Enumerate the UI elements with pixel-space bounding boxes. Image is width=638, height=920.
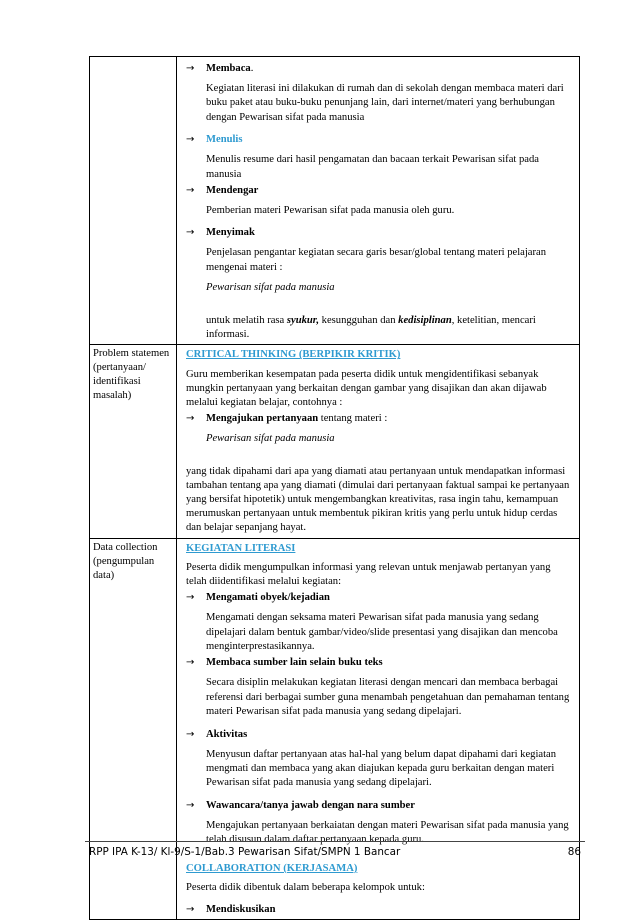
item-text: Penjelasan pengantar kegiatan secara garis besar/global tentang materi pelajaran mengenai materi : xyxy=(206,247,547,273)
list-item: → Membaca. xyxy=(186,63,254,74)
right-arrow-icon: → xyxy=(186,592,195,604)
right-arrow-icon: → xyxy=(186,227,195,239)
list-item xyxy=(186,133,573,147)
table-row xyxy=(90,57,580,345)
item-text: Mengajukan pertanyaan berkaiatan dengan materi Pewarisan sifat pada manusia yang telah disusun dalam daftar pertanyaan kepada guru. xyxy=(206,819,569,846)
item-text: Pemberian materi Pewarisan sifat pada manusia oleh guru. xyxy=(206,205,455,217)
right-arrow-icon: → xyxy=(186,904,195,916)
list-item xyxy=(186,728,573,742)
list-item xyxy=(186,591,573,605)
item-label: Mendengar xyxy=(206,185,259,197)
item-text: Menyusun daftar pertanyaan atas hal-hal yang belum dapat dipahami dari kegiatan mengmati dan membaca yang akan diajukan kepada guru berkaitan dengan materi Pewarisan sifat pada manusia yang sedang dipelajari. xyxy=(206,748,557,789)
list-item xyxy=(186,656,573,670)
page-number: 86 xyxy=(567,846,581,858)
section-heading: CRITICAL THINKING (BERPIKIR KRITIK) xyxy=(186,349,401,361)
item-label: Wawancara/tanya jawab dengan nara sumber xyxy=(206,799,415,811)
right-arrow-icon: → xyxy=(186,728,195,740)
right-arrow-icon: → xyxy=(186,134,195,146)
list-item: → Mengajukan pertanyaan tentang materi : xyxy=(186,413,388,425)
row-label: Problem statemen (pertanyaan/ identifikasi masalah) xyxy=(90,345,177,538)
table-row xyxy=(90,538,580,920)
right-arrow-icon: → xyxy=(186,413,195,425)
item-text: Menulis resume dari hasil pengamatan dan bacaan terkait Pewarisan sifat pada manusia xyxy=(206,154,539,180)
item-label: Menulis xyxy=(206,134,243,146)
row-label: Data collection (pengumpulan data) xyxy=(90,538,177,920)
list-item xyxy=(186,226,573,240)
list-item xyxy=(186,903,573,917)
table-row xyxy=(90,345,580,538)
intro-text: Peserta didik dibentuk dalam beberapa kelompok untuk: xyxy=(186,881,425,893)
row-label-empty xyxy=(90,57,177,345)
intro-text: Guru memberikan kesempatan pada peserta didik untuk mengidentifikasi sebanyak mungkin pertanyaan yang berkaitan dengan gambar yang disajikan dan akan dijawab melalui kegiatan belajar, contohnya : xyxy=(186,368,547,409)
item-label: Menyimak xyxy=(206,227,255,239)
row-content xyxy=(177,57,580,345)
topic-text: Pewarisan sifat pada manusia xyxy=(206,282,335,294)
list-item xyxy=(186,799,573,813)
right-arrow-icon: → xyxy=(186,63,195,74)
intro-text: Peserta didik mengumpulkan informasi yang relevan untuk menjawab pertanyan yang telah diidentifikasi melalui kegiatan: xyxy=(186,561,551,588)
item-text: Mengamati dengan seksama materi Pewarisan sifat pada manusia yang sedang dipelajari dalam bentuk gambar/video/slide presentasi yang disajikan dan mencoba menginterprestasikannya. xyxy=(206,612,558,653)
item-label: Mengajukan pertanyaan xyxy=(206,413,319,425)
section-heading: KEGIATAN LITERASI xyxy=(186,542,296,554)
topic-text: Pewarisan sifat pada manusia xyxy=(206,433,335,445)
item-label: Aktivitas xyxy=(206,728,248,740)
closing-text: untuk melatih rasa syukur, kesungguhan dan kedisiplinan, ketelitian, mencari informasi. xyxy=(206,314,536,341)
item-label: Mendiskusikan xyxy=(206,904,276,916)
footer-divider xyxy=(85,841,585,842)
right-arrow-icon: → xyxy=(186,799,195,811)
item-text: Kegiatan literasi ini dilakukan di rumah dan di sekolah dengan membaca materi dari buku paket atau buku-buku penunjang lain, dari internet/materi yang berhubungan dengan Pewarisan sifat pada manusia xyxy=(206,83,564,123)
item-label: Mengamati obyek/kejadian xyxy=(206,592,330,604)
right-arrow-icon: → xyxy=(186,185,195,197)
section-heading: COLLABORATION (KERJASAMA) xyxy=(186,862,358,874)
right-arrow-icon: → xyxy=(186,657,195,669)
footer-title: RPP IPA K-13/ Kl-9/S-1/Bab.3 Pewarisan Sifat/SMPN 1 Bancar xyxy=(89,846,401,858)
lesson-table xyxy=(89,56,580,920)
item-label: Membaca xyxy=(206,63,251,74)
row-content xyxy=(177,538,580,920)
list-item xyxy=(186,184,573,198)
item-text: Secara disiplin melakukan kegiatan literasi dengan mencari dan membaca berbagai referensi dari berbagai sumber guna menambah pengetahuan dan pemahaman tentang materi Pewarisan sifat pada manusia yang sedang dipelajari. xyxy=(206,677,570,718)
row-content xyxy=(177,345,580,538)
item-label: Membaca sumber lain selain buku teks xyxy=(206,657,383,669)
closing-text: yang tidak dipahami dari apa yang diamati atau pertanyaan untuk mendapatkan informasi tambahan tentang apa yang diamati (dimulai dari pertanyaan faktual sampai ke pertanyaan yang bersifat hipotetik) untuk mengembangkan kreativitas, rasa ingin tahu, kemampuan merumuskan pertanyaan untuk membentuk pikiran kritis yang perlu untuk hidup cerdas dan belajar sepanjang hayat. xyxy=(186,465,570,534)
